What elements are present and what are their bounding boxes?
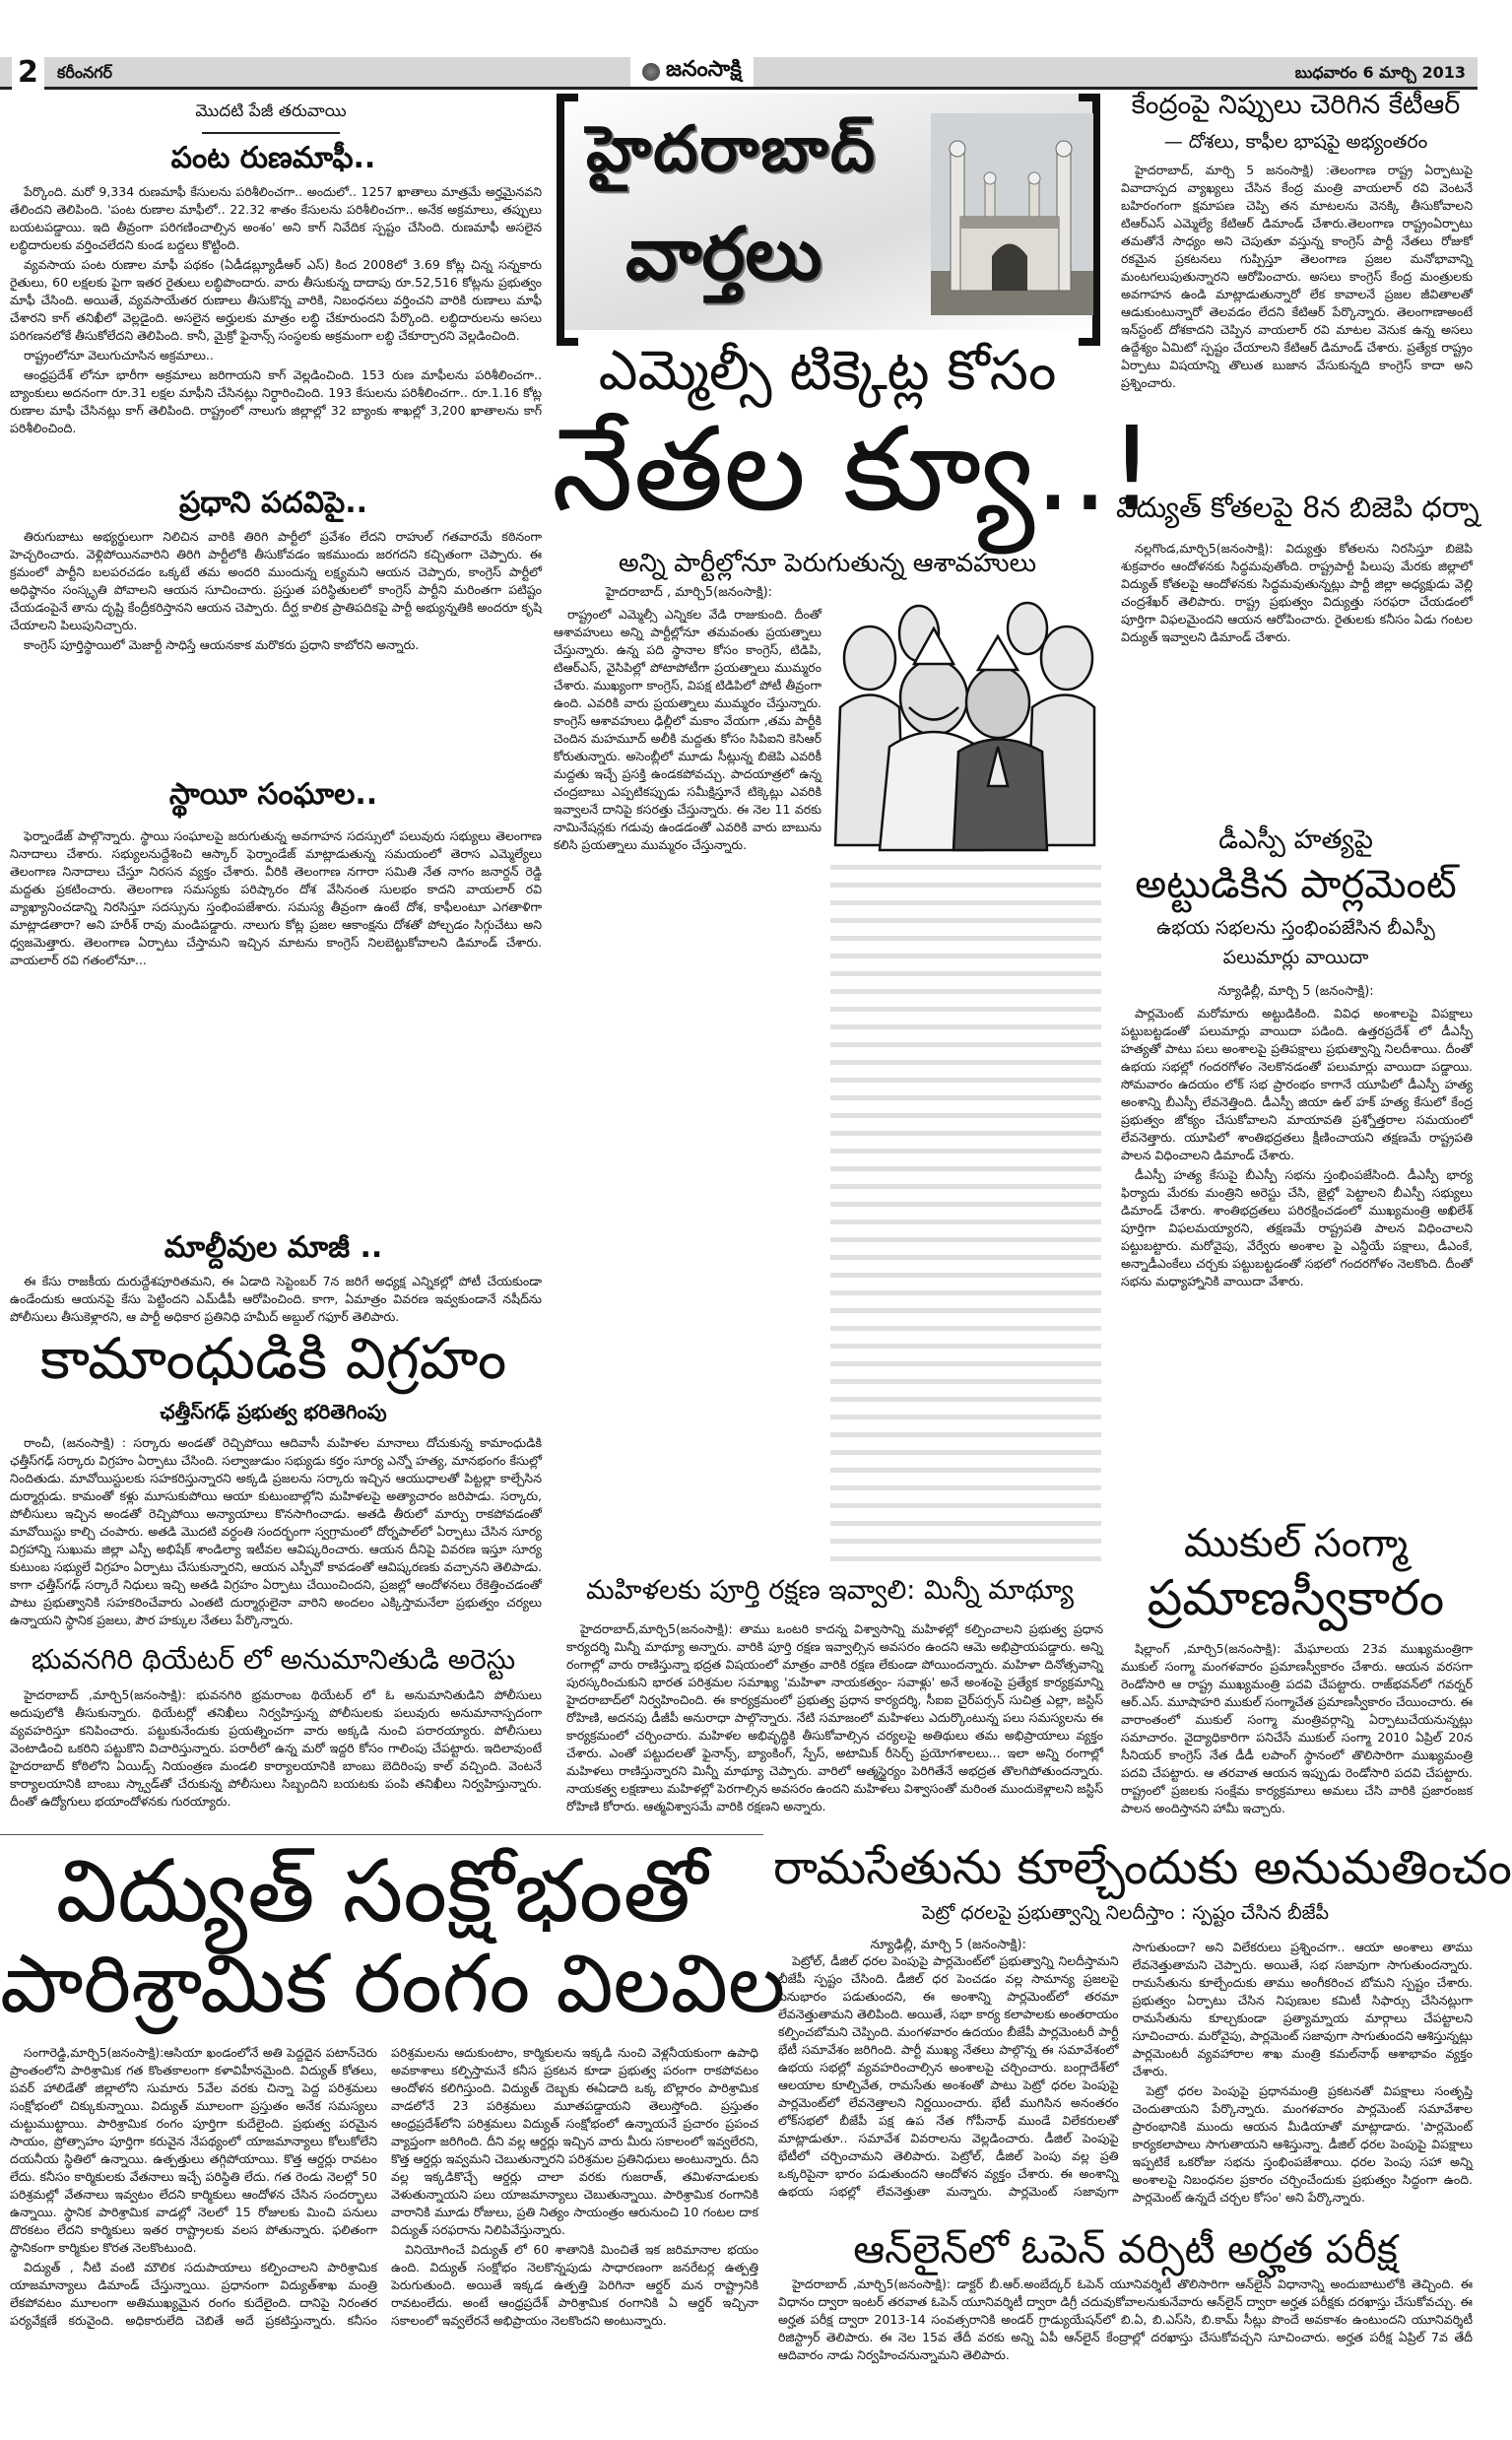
article-standing-committees [10,827,542,1226]
dateline: హైదరాబాద్ , మార్చి5(జనంసాక్షి): [605,585,773,600]
headline-power-crisis-2: పారిశ్రామిక రంగం విలవిల [0,1938,786,2031]
cartoon-politicians [830,599,1098,850]
paragraph: ఫెర్నాండేజ్ పాల్గొన్నారు. స్థాయి సంఘాలపై జరుగుతున్న అవగాహన సదస్సులో పలువురు సభ్యులు తెలంగాణ నినాదాలు చేశారు. సభ్యులనుద్దేశించి ఆస్కార్ ఫెర్నాండేజ్ మాట్లాడుతున్న సమయంలో తెరాస ఎమ్మెల్యేలు తెలంగాణ నినాదాలు చేస్తూ నిరసన వ్యక్తం చేశారు. వీరికి తెలంగాణ నగారా సమితి నేత నాగం జనార్దన్ రెడ్డి మద్దతు ప్రకటించారు. తెలంగాణ సమస్యకు పరిష్కారం దోశ వేసినంత సులభం కాదని వాయలార్ రవి వ్యాఖ్యానించడాన్ని నిరసిస్తూ సదస్సును స్తంభింపజేశారు. సమస్య తీవ్రంగా ఉంటే దోశ, కాఫీలంటూ ఎగతాళిగా మాట్లాడతారా? అని హరీశ్ రావు మండిపడ్డారు. నాలుగు కోట్ల ప్రజల ఆకాంక్షను దోశతో పోల్చడం సిగ్గుచేటు అని ధ్వజమెత్తారు. తెలంగాణ ఏర్పాటు చేస్తామని ఇచ్చిన మాటను కాంగ్రెస్ నిలబెట్టుకోవాలని డిమాండ్ చేశారు. వాయలార్ రవి గతంలోనూ... [10,828,542,967]
headline-leaders-queue: నేతల క్యూ..! [552,401,1155,537]
paragraph: ఈ కేసు రాజకీయ దురుద్దేశపూరితమని, ఈ ఏడాది సెప్టెంబర్ 7న జరిగే అధ్యక్ష ఎన్నికల్లో పోటీ చేయకుండా ఉండేందుకు ఆయనపై కేసు పెట్టిందని ఎమ్‌డీపీ ఆరోపించింది. కాగా, ఏమాత్రం వివరణ ఇవ్వకుండానే నషీద్‌ను పోలీసులు తీసుకెళ్లారని, ఆ పార్టీ అధికార ప్రతినిధి హమీద్ అబ్దుల్ గఫూర్ తెలిపారు. [10,1274,542,1324]
paragraph: వినియోగించే విద్యుత్ లో 60 శాతానికి మించితే ఇక జరిమానాల భయం ఉంది. విద్యుత్ సంక్షోభం నెలకొన్నపుడు సాధారణంగా జనరేటర్ల ఉత్పత్తి పెరుగుతుంది. అయితే ఇక్కడ ఉత్పత్తి పెరిగినా ఆర్డర్ మన రాష్ట్రానికి రావటంలేదు. అంటే ఆంధ్రప్రదేశ్ పారిశ్రామిక రంగానికి ఏ ఆర్డర్ ఇచ్చినా సకాలంలో ఇవ్వలేరనే అభిప్రాయం నెలకొందని అంటున్నారు. [391,2242,758,2328]
paragraph: ఆంధ్రప్రదేశ్ లోనూ భారీగా అక్రమాలు జరిగాయని కాగ్ వెల్లడించింది. 153 రుణ మాఫీలను పరిశీలించగా.. బ్యాంకులు అదనంగా రూ.31 లక్షల మాఫీని చేసినట్లు నిర్ధారించింది. 193 కేసులను పరిశీలించగా.. రూ.1.16 కోట్ల రుణాల మాఫీ చేసినట్లు కాగ్ తెలిపింది. రాష్ట్రంలో నాలుగు జిల్లాల్లో 32 బ్యాంకు శాఖల్లో 3,200 ఖాతాలను కాగ్ పరిశీలించింది. [10,367,542,435]
subhead-ktr: — దోశలు, కాఫీల భాషపై అభ్యంతరం [1163,131,1428,153]
subhead-statue: ఛత్తీస్‌గఢ్ ప్రభుత్వ భరితెగింపు [160,1400,387,1423]
subhead-mlc: అన్ని పార్టీల్లోనూ పెరుగుతున్న ఆశావహులు [618,549,1037,578]
headline-power-crisis-1: విద్యుత్ సంక్షోభంతో [55,1840,708,1942]
continued-label: మొదటి పేజీ తరువాయి [195,101,347,121]
headline-open-university: ఆన్‌లైన్‌లో ఓపెన్ వర్సిటీ అర్హత పరీక్ష [853,2227,1398,2273]
headline-ktr: కేంద్రంపై నిప్పులు చెరిగిన కేటీఆర్ [1131,90,1461,120]
article-parliament [1121,1005,1473,1517]
page-header [0,57,1478,90]
article-mlc-col2-continuation [830,859,1101,1563]
paragraph: వ్యవసాయ పంట రుణాల మాఫీ పథకం (ఏడీడబ్ల్యూడీఆర్ ఎస్) కింద 2008లో 3.69 కోట్ల చిన్న సన్నకారు రైతులు, 60 లక్షలకు పైగా ఇతర రైతులు లబ్ధిపొందారు. వారు తీసుకున్న దాదాపు రూ.52,516 కోట్లను ప్రభుత్వం మాఫీ చేసింది. అయితే, వ్యవసాయేతర రుణాలు తీసుకొన్న వారికి, నిబంధనలు వర్తించని వారికి రుణాలు మాఫీ చేశారని కాగ్ తనిఖీలో వెల్లడైంది. అసలైన అర్హులకు మాత్రం లబ్ధి చేకూరుందని పేర్కొంది. లబ్ధిదారులను అసలు పరిగణనలోకే తీసుకోలేదని తెలిపింది. కానీ, మైక్రో ఫైనాన్స్ సంస్థలకు అక్రమంగా లబ్ధి చేకూర్చారని వెల్లడించింది. [10,257,542,343]
article-pm-post [10,528,542,774]
paragraph: షిల్లాంగ్ ,మార్చి5(జనంసాక్షి): మేఘాలయ 23వ ముఖ్యమంత్రిగా ముకుల్ సంగ్మా మంగళవారం ప్రమాణస్వీకారం చేశారు. ఆయన వరసగా రెండోసారి ఆ రాష్ట్ర ముఖ్యమంత్రి పదవి చేపట్టారు. రాజ్‌భవన్‌లో గవర్నర్ ఆర్.ఎస్. మూషాహరి ముకుల్ సంగ్మాచేత ప్రమాణస్వీకారం చేయించారు. ఈ వారాంతంలో ముకుల్ సంగ్మా మంత్రివర్గాన్ని ఏర్పాటుచేయనున్నట్లు సమాచారం. వైద్యాధికారిగా పనిచేసే ముకుల్ సంగ్మా 2010 ఏప్రిల్ 20న సీనియర్ కాంగ్రెస్ నేత డీడీ లపాంగ్ స్థానంలో తొలిసారిగా ముఖ్యమంత్రి పదవి చేపట్టారు. ఆ తరవాత ఆయన ఇప్పుడు రెండోసారి పదవి చేపట్టారు. రాష్ట్రంలో ప్రజలకు సంక్షేమ కార్యక్రమాలు అమలు చేసి వారికి ప్రజారంజక పాలన అందిస్తానని హామీ ఇచ్చారు. [1121,1641,1473,1815]
article-loan-waiver [10,183,542,479]
headline-bhuvanagiri: భువనగిరి థియేటర్ లో అనుమానితుడి అరెస్టు [31,1643,516,1676]
paragraph: హైదరాబాద్, మార్చి 5 జనంసాక్షి) :తెలంగాణ రాష్ట్ర ఏర్పాటుపై వివాదాస్పద వ్యాఖ్యలు చేసిన కేంద్ర మంత్రి వాయలార్ రవి వెంటనే బహిరంగంగా క్షమాపణ చెప్పి తన మాటలను వెనక్కి తీసుకోవాలని టిఆర్ఎస్ ఎమ్మెల్యే కేటిఆర్ డిమాండ్ చేశారు.తెలంగాణ రాష్ట్రంఏర్పాటు తమతోనే సాధ్యం అని చెపుతూ వస్తున్న కాంగ్రెస్ పార్టీ నేతలు రోజుకో రకమైన ప్రకటనలు గుప్పిస్తూ తెలంగాణ ప్రజల మనోభావాన్ని మంటగలుపుతున్నారని ఆరోపించారు. అసలు కాంగ్రెస్ కేంద్ర మంత్రులకు అవగాహన ఉండి మాట్లాడుతున్నారో లేక కావాలనే ప్రజల జీవితాలతో ఆడుకుంటున్నారో తెలవడం లేదని కేటిఆర్ పేర్కొన్నారు. తెలంగాణాఅంటే ఇన్‌స్టంట్ దోశకాదని చెప్పిన వాయలార్ రవి మాటల వెనుక ఉన్న అసలు ఉద్దేశ్యం ఏమిటో స్పష్టం చేయాలని కేటిఆర్ డిమాండ్ చేశారు. ప్రత్యేక రాష్ట్రం ఏర్పాటు విషయాన్ని తొలుత బుజాన వేసుకున్నది కాంగ్రెస్ కాదా అని ప్రశ్నించారు. [1121,163,1473,390]
subhead-bsp: ఉభయ సభలను స్తంభింపజేసిన బీఎస్పీ [1156,917,1435,939]
article-bhuvanagiri [10,1686,542,1810]
section-divider [0,1834,763,1835]
paragraph: డీఎస్పీ హత్య కేసుపై బీఎస్పీ సభను స్తంభింపజేసింది. డీఎస్పీ భార్య ఫిర్యాదు మేరకు మంత్రిని అరెస్టు చేసి, జైల్లో పెట్టాలని బీఎస్పీ సభ్యులు డిమాండ్ చేశారు. శాంతిభద్రతలు పరిరక్షించడంలో ముఖ్యమంత్రి అఖిలేశ్ పూర్తిగా విఫలమయ్యారని, తక్షణమే రాష్ట్రపతి పాలన విధించాలని పట్టుబట్టారు. మరోవైపు, వేర్వేరు అంశాల పై ఎన్డీయే పక్షాలు, డీఎంకే, అన్నాడీఎంకేలు చర్చకు పట్టుబట్టడంతో సభలో గందరగోళం నెలకొంది. దీంతో సభను మధ్యాహ్నానికి వాయిదా వేశారు. [1121,1167,1473,1288]
newspaper-name: జనంసాక్షి [666,57,742,82]
banner-line-1: హైదరాబాద్ [586,113,878,186]
article-ktr [1121,162,1473,487]
paragraph: రాష్ట్రంలోనూ వెలుగుచూసిన అక్రమాలు.. [24,348,214,363]
subhead-ramasetu: పెట్రో ధరలపై ప్రభుత్వాన్ని నిలదీస్తాం : స్పష్టం చేసిన బీజేపీ [922,1902,1329,1924]
headline-pm-post: ప్రధాని పదవిపై.. [178,486,368,520]
article-power-crisis [10,2044,758,2379]
charminar-photo [931,113,1093,315]
article-statue [10,1434,542,1641]
divider [202,132,340,134]
article-mlc-col1 [554,606,822,1566]
headline-maldives: మాల్దీవుల మాజీ .. [164,1230,383,1265]
dateline: న్యూఢిల్లీ, మార్చి 5 (జనంసాక్షి): [1217,984,1374,999]
article-maldives [10,1273,542,1330]
paragraph: పేర్కొంది. మరో 9,334 రుణమాఫీ కేసులను పరిశీలించగా.. అందులో.. 1257 ఖాతాలు మాత్రమే అర్హమైనవని తేలిందని తెలిపింది. 'పంట రుణాల మాఫీలో.. 22.32 శాతం కేసులను పరిశీలించగా.. అనేక అక్రమాలు, తప్పులు బయటపడ్డాయి. ఇది తీవ్రంగా పరిగణించాల్సిన అంశం' అని కాగ్ నివేదిక స్పష్టం చేసింది. రుణమాఫీ అసలైన లబ్ధిదారులకు వర్తించలేదని కుండ బద్దలు కొట్టింది. [10,184,542,252]
paragraph: హైదరాబాద్ ,మార్చి5(జనంసాక్షి): డాక్టర్ బీ.ఆర్.అంబేద్కర్ ఓపెన్ యూనివర్శిటీ తొలిసారిగా ఆన్‌లైన్ విధానాన్ని అందుబాటులోకి తెచ్చింది. ఈ విధానం ద్వారా ఇంటర్ తరవాత ఓపెన్ యూనివర్శిటీ ద్వారా డిగ్రీ చదువుకోవాలనుకునేవారు ఆన్‌లైన్ ద్వారా అర్హత పరీక్షకు దరఖాస్తు చేసుకోవచ్చు. ఈ అర్హత పరీక్ష ద్వారా 2013-14 సంవత్సరానికి అండర్ గ్రాడ్యుయేషన్‌లో బి.ఏ, బి.ఎస్‌సి, బి.కామ్ సీట్లు పొందే అవకాశం ఉంటుందని యూనివర్శిటీ రిజిస్ట్రార్ తెలిపారు. ఈ నెల 15వ తేదీ వరకు అన్ని ఏపీ ఆన్‌లైన్ కేంద్రాల్లో దరఖాస్తు చేసుకోవచ్చని సూచించారు. అర్హత పరీక్ష ఏప్రిల్ 7వ తేదీ ఆదివారం నాడు నిర్వహించనున్నామని తెలిపారు. [778,2276,1473,2362]
article-open-university [778,2275,1473,2369]
banner-line-2: వార్తలు [625,212,822,297]
paragraph: రాష్ట్రంలో ఎమ్మెల్సీ ఎన్నికల వేడి రాజుకుంది. దీంతో ఆశావహులు అన్ని పార్టీల్లోనూ తమవంతు ప్రయత్నాలు చేస్తున్నారు. ఉన్న పది స్థానాల కోసం కాంగ్రెస్, టిడిపి, టిఆర్ఎస్, వైసిపిల్లో పోటాపోటీగా ప్రయత్నాలు ముమ్మరం చేశారు. ముఖ్యంగా కాంగ్రెస్, విపక్ష టిడిపిలో పోటీ తీవ్రంగా ఉంది. ఎవరికి వారు ప్రయత్నాలు ముమ్మరం చేస్తున్నారు. కాంగ్రెస్ ఆశావహులు ఢిల్లీలో మకాం వేయగా ,తమ పార్టీకి చెందిన మహమూద్ అలీకి మద్దతు కోసం సిపిఐని కెసిఆర్ కోరుతున్నారు. అసెంబ్లీలో మూడు సీట్లున్న బిజెపి ఎవరికీ మద్దతు ఇచ్చే ప్రసక్తి ఉండకపోవచ్చు. పాదయాత్రలో ఉన్న చంద్రబాబు ఎప్పటికప్పుడు సమీక్షిస్తూనే టిక్కెట్లు ఎవరికి ఇవ్వాలనే దానిపై కసరత్తు చేస్తున్నారు. ఈ నెల 11 వరకు నామినేషన్లకు గడువు ఉండడంతో ఎవరికి వారు బాబును కలిసి ప్రయత్నాలు ముమ్మరం చేస్తున్నారు. [554,607,822,852]
paragraph: నల్లగొండ,మార్చి5(జనంసాక్షి): విద్యుత్తు కోతలను నిరసిస్తూ బిజెపి శుక్రవారం ఆందోళనకు సిద్ధమవుతోంది. రాష్ట్రపార్టీ పిలుపు మేరకు జిల్లాలో విద్యుత్ కోతలపై ఆందోళనకు సిద్ధమవుతున్నట్లు పార్టీ జిల్లా అధ్యక్షుడు వెల్లి చంద్రశేఖర్ తెలిపారు. రాష్ట్ర ప్రభుత్వం విద్యుత్తు సరఫరా చేయడంలో పూర్తిగా విఫలమైందని ఆయన ఆరోపించారు. రైతులకు కనీసం ఏడు గంటల విద్యుత్ ఇవ్వాలని డిమాండ్ చేశారు. [1121,541,1473,644]
dateline: న్యూఢిల్లీ, మార్చి 5 (జనంసాక్షి): [870,1938,1026,1952]
page-number: 2 [12,55,44,90]
headline-standing-committees: స్థాయీ సంఘాల.. [168,777,378,812]
paragraph: విద్యుత్ , నీటి వంటి మౌలిక సదుపాయాలు కల్పించాలని పారిశ్రామిక యాజమాన్యాలు డిమాండ్ చేస్తున్నాయి. ప్రధానంగా విద్యుత్‌శాఖ మంత్రి లేకపోవటం మూలంగా అతిముఖ్యమైన రంగం కుదేలైంది. దానిపై నిరంతర పర్యవేక్షణే కరువైంది. అధికారులేది చెబితే అదే ప్రకటిస్తున్నారు. కనీసం పరిశ్రమలను ఆదుకుంటాం, కార్మికులను ఇక్కడి నుంచి వెళ్లనీయకుంగా ఉపాధి అవకాశాలు కల్పిస్తామనే కనీస ప్రకటన కూడా ప్రభుత్వ పరంగా రాకపోవటం ఆందోళన కలిగిస్తుంది. విద్యుత్ దెబ్బకు ఈఏడాది ఒక్క బొల్లారం పారిశ్రామిక వాడలోనే 23 పరిశ్రమలు మూతపడ్డాయని తెలుస్తోంది. ప్రస్తుతం ఆంధ్రప్రదేశ్‌లోని పరిశ్రమలు విద్యుత్ సంక్షోభంలో ఉన్నాయనే ప్రచారం ప్రపంచ వ్యాప్తంగా జరిగింది. దీని వల్ల ఆర్డర్లు ఇచ్చిన వారు మీరు సకాలంలో ఇవ్వలేరని, కొత్త ఆర్డర్లు ఇవ్వమని చెబుతున్నారని పరిశ్రమల ప్రతినిధులు అంటున్నారు. దీని వల్ల ఇక్కడికొచ్చే ఆర్డర్లు చాలా వరకు గుజరాత్, తమిళనాడులకు వెళుతున్నాయని పలు యాజమాన్యాలు చెబుతున్నాయి. పారిశ్రామిక రంగానికి వారానికి మూడు రోజులు, ప్రతి నిత్యం సాయంత్రం ఆరునుంచి 10 గంటల దాక విద్యుత్ సరఫరాను నిలిపివేస్తున్నారు. [10,2045,758,2328]
paragraph: సంగారెడ్డి,మార్చి5(జనంసాక్షి):ఆసియా ఖండంలోనే అతి పెద్దదైన పటాన్‌చెరు ప్రాంతంలోని పారిశ్రామిక గత కొంతకాలంగా కళావిహీనమైంది. విద్యుత్ కోతలు, పవర్ హాలిడేతో జిల్లాలోని సుమారు 5వేల వరకు చిన్నా పెద్ద పరిశ్రమలు సంక్షోభంలో చిక్కుకున్నాయి. విద్యుత్ మూలంగా ప్రస్తుతం అనేక సమస్యలు చుట్టుముట్టాయి. పారిశ్రామిక రంగం పూర్తిగా కుదేలైంది. ప్రభుత్వ పరమైన సాయం, ప్రోత్సాహం పూర్తిగా కరువైన నేపథ్యంలో యాజమాన్యాలు కోలుకోలేని దయనీయ స్థితిలో ఉన్నాయి. ఉత్పత్తులు తగ్గిపోయాయి. కొత్త ఆర్డర్లు రావటం లేదు. కనీసం కార్మికులకు వేతనాలు ఇచ్చే పరిస్థితి లేదు. గత రెండు నెలల్లో 50 పరిశ్రమల్లో వేతనాలు ఇవ్వటం లేదని కార్మికులు ఆందోళన చేసిన సందర్భాలు ఉన్నాయి. స్థానిక పారిశ్రామిక వాడల్లో నెలలో 15 రోజులకు మించి పనులు దొరకటం లేదని కార్మికులు ఇతర రాష్ట్రాలకు వలస పోతున్నారు. ఫలితంగా స్థానికంగా కార్మికుల కొరత నెలకొంటుంది. [10,2045,377,2255]
hyderabad-news-banner [557,94,1100,330]
kicker-sangma: ముకుల్ సంగ్మా [1183,1521,1409,1566]
headline-loan-waiver: పంట రుణమాఫీ.. [170,141,376,175]
paragraph: తిరుగుబాటు అభ్యర్థులుగా నిలిచిన వారికి తిరిగి పార్టీలో ప్రవేశం లేదని రాహుల్ గతవారమే కఠినంగా హెచ్చరించారు. వెళ్లిపోయినవారిని తిరిగి పార్టీలోకి తీసుకోవడం ఇకముందు జరగదని కచ్చితంగా చెప్పారు. ఈ క్రమంలో పార్టీని బలపరచడం ఒక్కటే తమ అందరి ముందున్న లక్ష్యమని ఆయన చెప్పారు, కాంగ్రెస్ పార్టీలో అధిష్ఠానం సంస్కృతి పోవాలని ఆయన సూచించారు. ప్రస్తుత పరిస్థితులలో కాంగ్రెస్ పార్టీని మరింతగా పటిష్టం చేయడంపైనే తాను దృష్టి కేంద్రీకరిస్తానని ఆయన చెప్పారు. దీర్ఘ కాలిక ప్రాతిపదికపై పార్టీ అభ్యున్నతికి అందరూ కృషి చేయాలని పిలుపునిచ్చారు. [10,529,542,632]
paragraph: పెట్రో ధరల పెంపుపై ప్రధానమంత్రి ప్రకటనతో విపక్షాలు సంతృప్తి చెందుతాయని పేర్కొన్నారు. మంగళవారం పార్లమెంట్ సమావేశాల ప్రారంభానికి ముందు ఆయన మీడియాతో మాట్లాడారు. 'పార్లమెంట్ కార్యకలాపాలు సాగుతాయని ఆశిస్తున్నా. డీజిల్ ధరల పెంపుపై విపక్షాలు ఇప్పటికే ఒకరోజు సభను స్తంభింపజేశాయి. ధరల పెంపు సహా అన్ని అంశాలపై నిబంధనల ప్రకారం చర్చించేందుకు ప్రభుత్వం సిద్ధంగా ఉంది. పార్లమెంట్ ఉన్నదే చర్చల కోసం' అని పేర్కొన్నారు. [1132,2083,1473,2205]
headline-oath: ప్రమాణస్వీకారం [1147,1569,1445,1626]
headline-women-safety: మహిళలకు పూర్తి రక్షణ ఇవ్వాలి: మిన్నీ మాథ్యూ [586,1575,1074,1606]
logo-emblem-icon [642,63,660,81]
headline-parliament: అట్టుడికిన పార్లమెంట్ [1135,862,1457,907]
article-women-safety [566,1620,1103,1814]
subhead-adjourned: పలుమార్లు వాయిదా [1222,947,1369,968]
headline-ramasetu: రామసేతును కూల్చేందుకు అనుమతించం [773,1840,1512,1895]
paragraph: కాంగ్రెస్ పూర్తిస్థాయిలో మెజార్టీ సాధిస్తే ఆయనకాక మరొకరు ప్రధాని కాబోరని అన్నారు. [24,637,420,652]
newspaper-logo [630,57,754,87]
kicker-dsp: డీఎస్పీ హత్యపై [1218,824,1373,855]
edition-name: కరీంనగర్ [57,63,113,82]
paragraph: పార్లమెంట్ మరోమారు అట్టుడికింది. వివిధ అంశాలపై విపక్షాలు పట్టుబట్టడంతో పలుమార్లు వాయిదా పడింది. ఉత్తరప్రదేశ్ లో డీఎస్పీ హత్యతో పాటు పలు అంశాలపై ప్రతిపక్షాలు ప్రభుత్వాన్ని నిలదీశాయి. దీంతో ఉభయ సభల్లో గందరగోళం నెలకొనడంతో పలుమార్లు వాయిదా పడ్డాయి. సోమవారం ఉదయం లోక్ సభ ప్రారంభం కాగానే యూపిలో డీఎస్పీ హత్య అంశాన్ని బీఎస్పీ లేవనెత్తింది. డీఎస్పీ జియా ఉల్ హక్ హత్య కేసులో కేంద్ర ప్రభుత్వం జోక్యం చేసుకోవాలని మాయావతి ప్రశ్నోత్తరాల సమయంలో లేవనెత్తారు. యూపిలో శాంతిభద్రతలు క్షీణించాయని తక్షణమే రాష్ట్రపతి పాలన విధించాలని డిమాండ్ చేశారు. [1121,1006,1473,1162]
paragraph: పెట్రోల్, డీజిల్ ధరల పెంపుపై పార్లమెంట్‌లో ప్రభుత్వాన్ని నిలదీస్తామని బీజేపీ స్పష్టం చేసింది. డీజిల్ ధర పెంచడం వల్ల సామాన్య ప్రజలపై పెనుభారం పడుతుందని, ఈ అంశాన్ని పార్లమెంట్‌లో తరమా లేవనెత్తుతామని తెలిపింది. అయితే, సభా కార్య కలాపాలకు అంతరాయం కల్పించబోమని చెప్పింది. మంగళవారం ఉదయం బీజేపీ పార్లమెంటరీ పార్టీ భేటీ సమావేశం జరిగింది. పార్టీ ముఖ్య నేతలు పాల్గొన్న ఈ సమావేశంలో ఉభయ సభల్లో వ్యవహరించాల్సిన అంశాలపై చర్చించారు. బంగ్లాదేశ్‌లో ఆలయాల కూల్చివేత, రామసేతు అంశంతో పాటు పెట్రో ధరల పెంపుపై పార్లమెంట్‌లో లేవనెత్తాలని నిర్ణయించారు. భేటీ ముగిసిన అనంతరం లోక్‌సభలో బీజేపీ పక్ష ఉప నేత గోపీనాథ్ ముండే విలేకరులతో మాట్లాడుతూ.. సమావేశ వివరాలను వెల్లడించారు. డీజిల్ పెంపుపై భేటీలో చర్చించామని తెలిపారు. పెట్రోల్, డీజిల్ పెంపు వల్ల ప్రతి ఒక్కరిపైనా భారం పడుతుందని ఆందోళన వ్యక్తం చేశారు. ఈ అంశాన్ని ఉభయ సభల్లో లేవనెత్తుతా మన్నారు. పార్లమెంట్ సజావుగా సాగుతుందా? అని విలేకరులు ప్రశ్నించగా.. ఆయా అంశాలు తాము లేవనెత్తుతామని చెప్పారు. అయితే, సభ సజావుగా సాగుతుందన్నారు. రామసేతును కూల్చేందుకు తాము అంగీకరించ బోమని స్పష్టం చేశారు. ప్రభుత్వం ఏర్పాటు చేసిన నిపుణుల కమిటీ సిఫార్సు చేసినట్లుగా రామసేతును కూల్చకుండా ప్రత్యామ్నాయ మార్గాలు చేపట్టాలని సూచించారు. మరోవైపు, పార్లమెంట్ సజావుగా సాగుతుందని ఆశిస్తున్నట్లు పార్లమెంటరీ వ్యవహారాల శాఖ మంత్రి కమల్‌నాథ్ ఆశాభావం వ్యక్తం చేశారు. [778,1940,1473,2200]
article-ramasetu [778,1939,1473,2214]
article-sangma [1121,1640,1473,1815]
paragraph: హైదరాబాద్ ,మార్చి5(జనంసాక్షి): భువనగిరి భ్రమరాంబ థియేటర్ లో ఓ అనుమానితుడిని పోలీసులు అదుపులోకి తీసుకున్నారు. థియేటర్లో తనిఖీలు నిర్వహిస్తున్న పోలీసులకు పలువురు అనుమానాస్పదంగా వ్యవహరిస్తూ కనిపించారు. పట్టుకునేందుకు ప్రయత్నించగా వారు అక్కడి నుంచి పరారయ్యారు. పోలీసులు వెంటాడించి ఒకరిని పట్టుకొని విచారిస్తున్నారు. పరారీలో ఉన్న మరో ఇద్దరి కోసం గాలింపు చేపట్టారు. ఇదిలావుంటే హైదరాబాద్ కోఠిలోని ఏయిడ్స్ నియంత్రణ మండలి కార్యాలయానికి బాంబు బెదిరింపు కాల్ వచ్చింది. వెంటనే కార్యాలయానికి బాంబు స్క్వాడ్‌తో చేరుకున్న పోలీసులు సిబ్బందిని బయటకు పంపి తనిఖీలు నిర్వహిస్తున్నారు. దీంతో ఉద్యోగులు భయాందోళనకు గురయ్యారు. [10,1687,542,1809]
paragraph: హైదరాబాద్,మార్చి5(జనంసాక్షి): తాము ఒంటరి కాదన్న విశ్వాసాన్ని మహిళల్లో కల్పించాలని ప్రభుత్వ ప్రధాన కార్యదర్శి మిన్నీ మాథ్యూ అన్నారు. వారికి పూర్తి రక్షణ ఇవ్వాల్సిన అవసరం ఉందని ఆమె అభిప్రాయపడ్డారు. అన్ని రంగాల్లో వారు రాణిస్తున్నా భద్రత విషయంలో మాత్రం వారికి రక్షణ లేకుండా పోయిందన్నారు. మహిళా దినోత్సవాన్ని పురస్కరించుకుని భారత పరిశ్రమల సమాఖ్య 'మహిళా నాయకత్వం- సవాళ్లు' అనే అంశంపై ప్రత్యేక కార్యక్రమాన్ని హైదరాబాద్‌లో నిర్వహించింది. ఈ కార్యక్రమంలో ప్రభుత్వ ప్రధాన కార్యదర్శి, సీఐఐ చైర్‌పర్సన్ సుచిత్ర ఎల్లా, జస్టిస్ రోహిణి, అదనపు డీజీపీ అనురాధా పాల్గొన్నారు. నేటి సమాజంలో మహిళలు ఎదుర్కొంటున్న పలు సమస్యలను ఈ కార్యక్రమంలో చర్చించారు. మహిళల అభివృద్ధికి తీసుకోవాల్సిన చర్యలపై అతిథులు తమ అభిప్రాయాలు వ్యక్తం చేశారు. ఎంతో పట్టుదలతో ఫైనాన్స్, బ్యాంకింగ్, స్పేస్, అటామిక్ రీసెర్చ్ ప్రయోగశాలలు... ఇలా అన్ని రంగాల్లో మహిళలు రాణిస్తున్నారని మిన్నీ మాథ్యూ చెప్పారు. వారిలో ఆత్మస్థైర్యం పెరిగితేనే అభద్రత తొలగిపోతుందన్నారు. నాయకత్వ లక్షణాలు మహిళల్లో పెరగాల్సిన అవసరం ఉందని మహిళలు విశ్వాసంతో మరింత ముందుకెళ్లాలని జస్టిస్ రోహిణి కోరారు. ఆత్మవిశ్వాసమే వారికి రక్షణని అన్నారు. [566,1621,1103,1814]
kicker-mlc-tickets: ఎమ్మెల్సీ టిక్కెట్ల కోసం [598,339,1057,403]
bracket-left [557,94,578,346]
article-bjp-dharna [1121,540,1473,821]
paragraph: రాంచీ, (జనంసాక్షి) : సర్కారు అండతో రెచ్చిపోయి ఆదివాసీ మహిళల మానాలు దోచుకున్న కామాంధుడికి ఛత్తీస్‌గఢ్ సర్కారు విగ్రహం ఏర్పాటు చేసింది. సల్వాజుడుం సభ్యుడు కర్తం సూర్య ఎన్నో హత్య, మానభంగం కేసుల్లో నిందితుడు. మావోయిస్టులకు సహకరిస్తున్నారని అక్కడి ప్రజలను సర్కారు ఇచ్చిన ఆయుధాలతో పిట్టల్లా కాల్చేసిన దుర్మార్గుడు. కామంతో కళ్లు మూసుకుపోయి ఆయా కుటుంబాల్లోని మహిళలపై అత్యాచారం జరిపాడు. సర్కారు, పోలీసులు ఇచ్చిన అండతో రెచ్చిపోయి అన్యాయాలు కొనసాగించాడు. అతడి తీరులో మార్పు రాకపోవడంతో మావోయిస్టు కాల్చి చంపారు. అతడి మొదటి వర్ధంతి సందర్భంగా స్వగ్రామంలో దోర్నపాల్‌లో ఏర్పాటు చేసిన సూర్య విగ్రహాన్ని సుఖుమ జిల్లా ఎస్పీ అభిషేక్ శాండిల్యా ఇటీవల ఆవిష్కరించారు. ఆయన దీనిపై వివరణ ఇస్తూ సూర్య కుటుంబ సభ్యులే విగ్రహం ఏర్పాటు చేసుకున్నారని, ఆయన ఎస్పీవో కావడంతో ఆవిష్కరణకు వచ్చానని తెలిపాడు. కాగా ఛత్తీస్‌గఢ్ సర్కారే నిధులు ఇచ్చి అతడి విగ్రహం ఏర్పాటు చేయించిందని, ప్రజల్లో ఆందోళనలు రేకెత్తించడంతో పాటు ప్రభుత్వానికి సహకరించేవారు ఎంతటి దుర్మార్గులైనా వారిని అందలం ఎక్కిస్తామనేలా ప్రభుత్వం చర్యలు ఉన్నాయని స్థానిక ప్రజలు, పౌర హక్కుల నేతలు పేర్కొన్నారు. [10,1435,542,1627]
issue-date: బుధవారం 6 మార్చి 2013 [1294,63,1466,82]
headline-bjp-dharna: విద్యుత్ కోతలపై 8న బిజెపి ధర్నా [1116,491,1479,524]
headline-statue: కామాంధుడికి విగ్రహం [39,1325,507,1392]
